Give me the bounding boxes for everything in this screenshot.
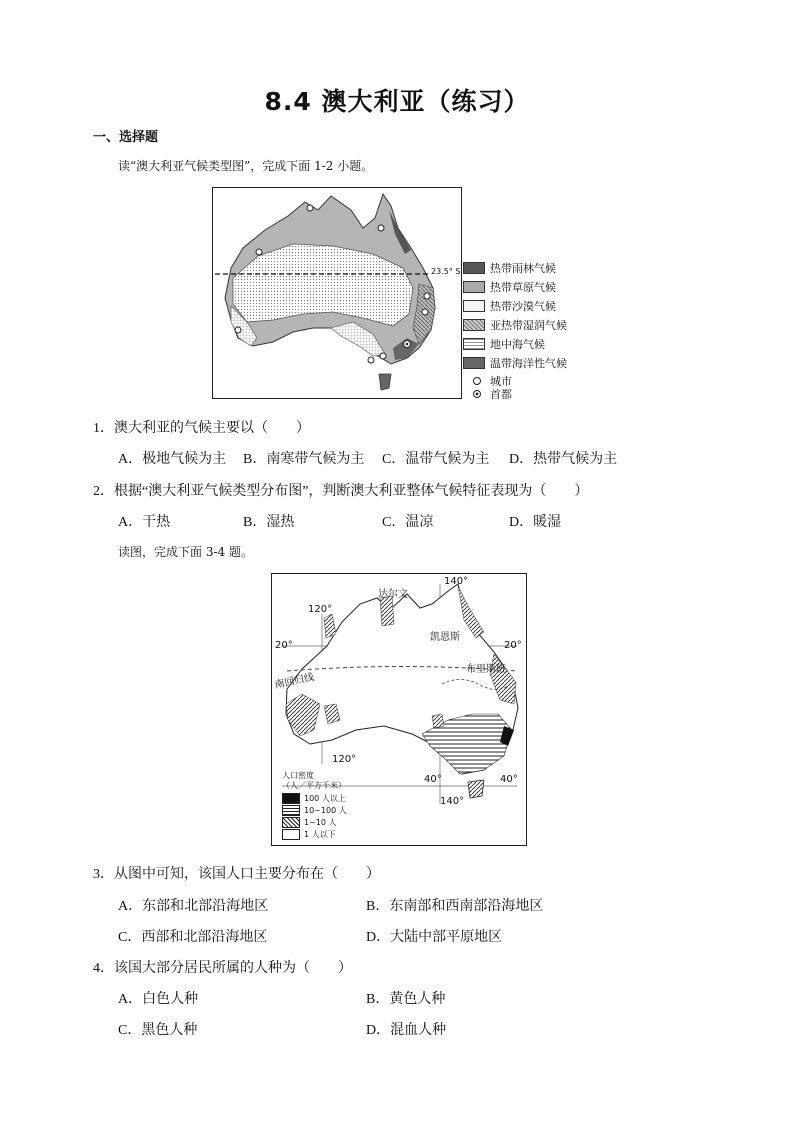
q3-option-a: A．东部和北部沿海地区	[118, 899, 269, 914]
legend-swatch	[282, 829, 300, 840]
legend-label: 地中海气候	[490, 338, 545, 351]
section-heading: 一、选择题	[93, 130, 159, 145]
legend-item	[282, 817, 337, 828]
legend-label: 热带沙漠气候	[490, 300, 556, 313]
legend-label: 10~100 人	[304, 806, 347, 815]
page-title: 8.4 澳大利亚（练习）	[264, 87, 530, 116]
q2-option-d: D．暖湿	[509, 515, 562, 530]
label-lon120-top: 120°	[308, 604, 333, 615]
q3-option-b: B．东南部和西南部沿海地区	[366, 899, 544, 914]
q4-option-d: D．混血人种	[366, 1023, 447, 1038]
legend-swatch	[282, 793, 300, 804]
density-legend	[282, 770, 392, 842]
label-darwin: 达尔文	[378, 589, 408, 600]
intro-3-4: 读图，完成下面 3-4 题。	[118, 545, 253, 559]
q3-option-d: D．大陆中部平原地区	[366, 930, 503, 945]
climate-legend	[463, 262, 583, 402]
label-lon140-bottom: 140°	[440, 796, 465, 807]
label-lat20-left: 20°	[275, 640, 293, 651]
legend-item	[282, 805, 347, 816]
city-icon	[473, 377, 481, 385]
label-cairns: 凯恩斯	[430, 632, 460, 643]
legend-item	[463, 338, 545, 350]
legend-label: 1 人以下	[304, 830, 336, 839]
legend-swatch	[463, 262, 485, 274]
legend-title: 人口密度	[282, 771, 314, 780]
q1-option-c: C．温带气候为主	[382, 452, 490, 467]
legend-item	[463, 357, 567, 369]
legend-label: 100 人以上	[304, 794, 346, 803]
q4-option-c: C．黑色人种	[118, 1023, 198, 1038]
legend-item	[463, 300, 556, 312]
question-1-stem: 1．澳大利亚的气候主要以（ ）	[93, 421, 310, 436]
tropic-label: 23.5° S	[431, 267, 461, 276]
intro-1-2: 读“澳大利亚气候类型图”，完成下面 1-2 小题。	[118, 159, 374, 173]
q2-option-b: B．湿热	[243, 515, 295, 530]
legend-item	[463, 281, 556, 293]
legend-label: 热带草原气候	[490, 281, 556, 294]
legend-label: 热带雨林气候	[490, 262, 556, 275]
q4-option-b: B．黄色人种	[366, 992, 446, 1007]
label-lat20-right: 20°	[504, 640, 522, 651]
q2-option-c: C．温凉	[382, 515, 434, 530]
label-lat40-right: 40°	[500, 774, 518, 785]
legend-swatch	[282, 817, 300, 828]
label-lat40-left: 40°	[424, 774, 442, 785]
climate-map	[212, 187, 462, 399]
q1-option-d: D．热带气候为主	[509, 452, 618, 467]
legend-label: 亚热带湿润气候	[490, 319, 567, 332]
q1-option-a: A．极地气候为主	[118, 452, 227, 467]
question-4-stem: 4．该国大部分居民所属的人种为（ ）	[93, 961, 352, 976]
question-3-stem: 3．从图中可知，该国人口主要分布在（ ）	[93, 867, 380, 882]
q2-option-a: A．干热	[118, 515, 171, 530]
legend-swatch	[282, 805, 300, 816]
legend-item	[463, 262, 556, 274]
legend-swatch	[463, 300, 485, 312]
question-2-stem: 2．根据“澳大利亚气候类型分布图”，判断澳大利亚整体气候特征表现为（ ）	[93, 484, 589, 499]
population-map	[271, 573, 527, 846]
label-lon120-bottom: 120°	[332, 754, 357, 765]
legend-title-unit: （人／平方千米）	[282, 781, 346, 790]
label-lon140-top: 140°	[444, 576, 469, 587]
q4-option-a: A．白色人种	[118, 992, 199, 1007]
legend-label: 温带海洋性气候	[490, 357, 567, 370]
legend-swatch	[463, 357, 485, 369]
legend-swatch	[463, 338, 485, 350]
label-tropic: 南回归线	[273, 671, 316, 691]
legend-item	[282, 829, 336, 840]
legend-item	[282, 793, 346, 804]
climate-map-graphic	[213, 188, 461, 398]
legend-label: 首都	[490, 388, 512, 401]
legend-swatch	[463, 319, 485, 331]
legend-swatch	[463, 281, 485, 293]
q1-option-b: B．南寒带气候为主	[243, 452, 365, 467]
legend-label: 城市	[490, 375, 512, 388]
legend-capital	[473, 388, 512, 400]
legend-item	[463, 319, 567, 331]
q3-option-c: C．西部和北部沿海地区	[118, 930, 268, 945]
legend-label: 1~10 人	[304, 818, 337, 827]
capital-icon	[473, 390, 481, 398]
label-brisbane: 布里斯班	[466, 664, 506, 675]
